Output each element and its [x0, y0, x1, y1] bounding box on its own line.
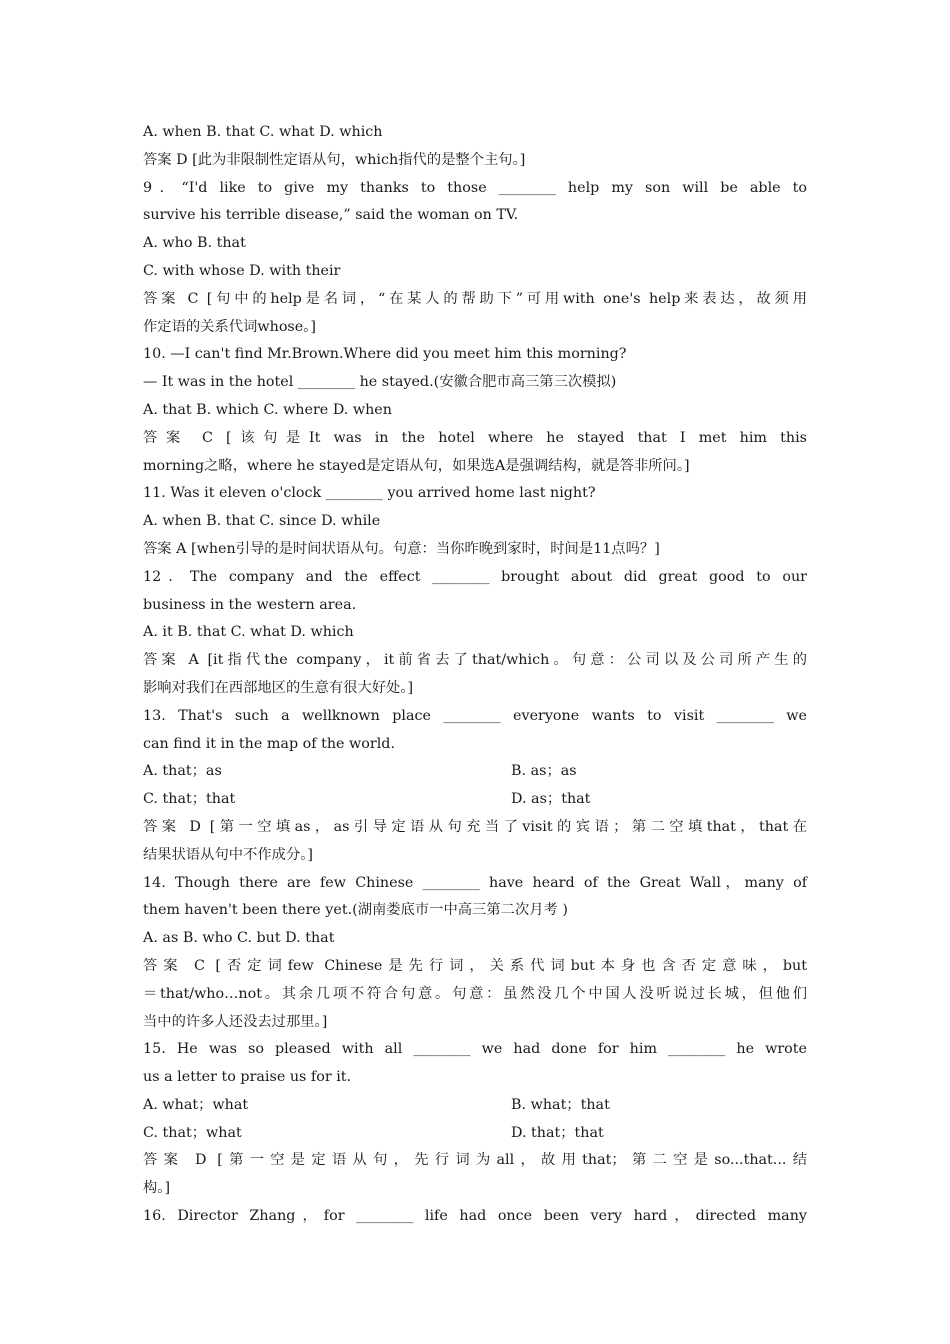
option-text: D. as；that [511, 791, 591, 808]
text-line: A. when B. that C. what D. which [143, 124, 383, 140]
text-line: A. who B. that [143, 235, 246, 252]
text-line: 10. —I can't find Mr.Brown.Where did you meet him this morning? [143, 346, 627, 363]
option-row [143, 1120, 807, 1148]
text-line: us a letter to praise us for it. [143, 1069, 352, 1086]
text-line: 答案 D [此为非限制性定语从句，which指代的是整个主句。] [143, 151, 526, 168]
option-text: C. that；what [143, 1124, 242, 1141]
text-line: 15. He was so pleased with all ________ we had done for him ________ he wrote [143, 1041, 807, 1058]
option-text: D. that；that [511, 1124, 604, 1141]
text-line: 12．The company and the effect ________ brought about did great good to our [143, 568, 807, 585]
option-row [143, 786, 807, 814]
option-row [143, 1092, 807, 1120]
option-text: C. that；that [143, 791, 236, 808]
text-line: business in the western area. [143, 596, 357, 613]
option-row [143, 758, 807, 786]
text-line: 9．“I'd like to give my thanks to those ________ help my son will be able to [143, 179, 807, 196]
text-line: A. when B. that C. since D. while [143, 513, 381, 530]
text-line: 13. That's such a wellknown place ________ everyone wants to visit ________ we [143, 707, 807, 724]
text-line: 答案 A [it指代the company，it前省去了that/which。句意：公司以及公司所产生的 [143, 652, 807, 669]
text-line: 16. Director Zhang，for ________ life had once been very hard，directed many [143, 1208, 807, 1225]
text-line: 11. Was it eleven o'clock ________ you arrived home last night? [143, 485, 596, 502]
option-text: A. what；what [143, 1096, 249, 1113]
text-line: 构。] [143, 1180, 171, 1197]
text-line: 答案 C [否定词few Chinese是先行词，关系代词but本身也含否定意味，but [143, 957, 807, 974]
text-line: them haven't been there yet.(湖南娄底市一中高三第二次月考 ) [143, 902, 568, 919]
text-line: 作定语的关系代词whose。] [143, 318, 316, 335]
text-line: ＝that/who…not。其余几项不符合句意。句意：虽然没几个中国人没听说过长城，但他们 [143, 985, 807, 1002]
text-line: A. as B. who C. but D. that [143, 930, 335, 947]
text-line: A. it B. that C. what D. which [143, 624, 354, 641]
text-line: 答案 D [第一空是定语从句，先行词为all，故用that；第二空是so...that...结 [143, 1152, 807, 1169]
text-line: A. that B. which C. where D. when [143, 401, 392, 418]
option-text: B. as；as [511, 763, 577, 780]
text-line: 14. Though there are few Chinese ________ have heard of the Great Wall，many of [143, 874, 807, 891]
document-body [143, 119, 807, 1231]
text-line: 答案 C [该句是It was in the hotel where he stayed that I met him this [143, 429, 807, 446]
text-line: — It was in the hotel ________ he stayed.(安徽合肥市高三第三次模拟) [143, 374, 617, 391]
text-line: 结果状语从句中不作成分。] [143, 846, 313, 863]
text-line: morning之略，where he stayed是定语从句，如果选A是强调结构，就是答非所问。] [143, 457, 690, 474]
text-line: 答案 D [第一空填as，as引导定语从句充当了visit的宾语；第二空填that，that在 [143, 818, 807, 835]
text-line: 影响对我们在西部地区的生意有很大好处。] [143, 679, 414, 696]
text-line: 当中的许多人还没去过那里。] [143, 1013, 328, 1030]
option-text: B. what；that [511, 1096, 610, 1113]
option-text: A. that；as [143, 763, 222, 780]
text-line: survive his terrible disease,” said the woman on TV. [143, 207, 519, 224]
text-line: C. with whose D. with their [143, 262, 341, 279]
text-line: can find it in the map of the world. [143, 735, 395, 752]
text-line: 答案 A [when引导的是时间状语从句。句意：当你昨晚到家时，时间是11点吗？] [143, 540, 660, 557]
text-line: 答案 C [句中的help是名词，“在某人的帮助下”可用with one's help来表达，故须用 [143, 290, 807, 307]
